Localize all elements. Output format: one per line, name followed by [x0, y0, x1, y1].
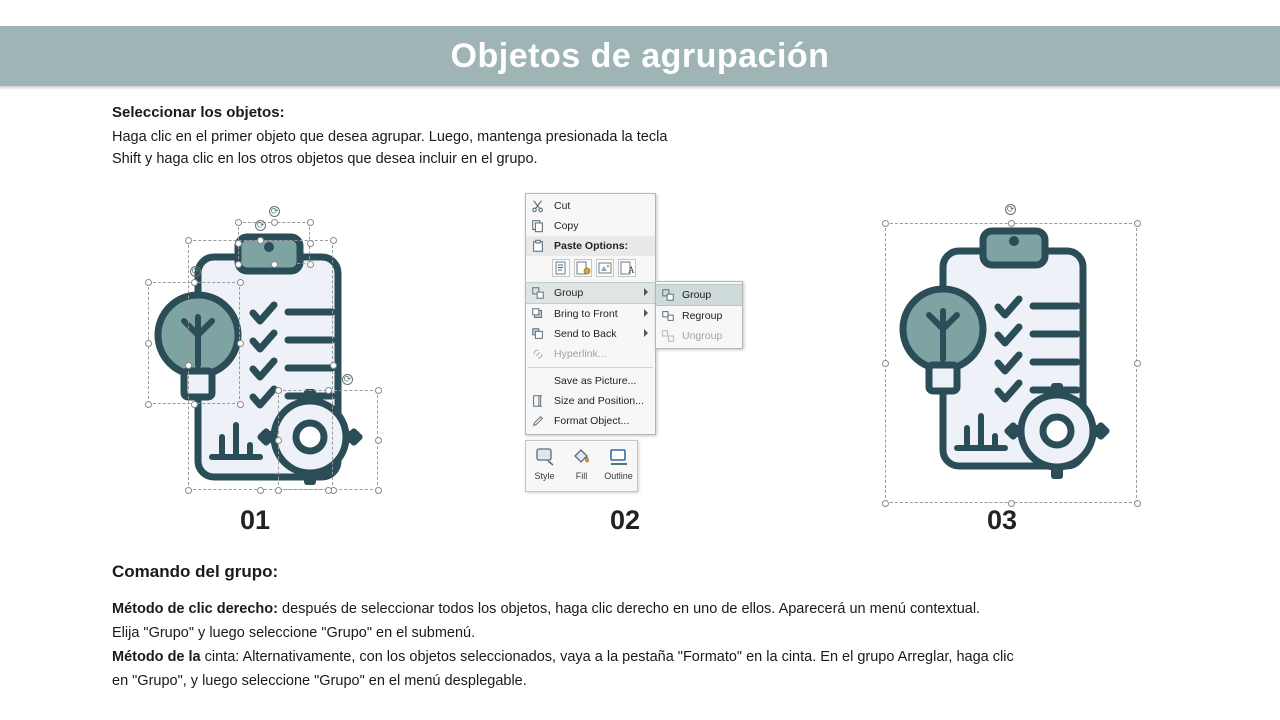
page-title: Objetos de agrupación — [450, 36, 830, 75]
mini-toolbar-label: Outline — [604, 471, 633, 481]
bottom-title: Comando del grupo: — [112, 562, 279, 581]
chevron-right-icon — [644, 309, 648, 317]
resize-handle[interactable] — [330, 362, 337, 369]
resize-handle[interactable] — [325, 387, 332, 394]
resize-handle[interactable] — [275, 387, 282, 394]
menu-item-bring-to-front[interactable] — [526, 304, 655, 324]
submenu-item-group[interactable] — [656, 284, 742, 306]
chevron-right-icon — [644, 329, 648, 337]
method-right-click-label: Método de clic derecho: — [112, 601, 278, 617]
intro-line-1: Haga clic en el primer objeto que desea agrupar. Luego, mantenga presionada la tecla — [112, 129, 668, 145]
resize-handle[interactable] — [145, 279, 152, 286]
outline-pen-icon — [600, 445, 637, 471]
menu-item-label: Size and Position... — [554, 395, 644, 407]
resize-handle[interactable] — [235, 261, 242, 268]
menu-item-hyperlink — [526, 344, 655, 364]
svg-text:A: A — [628, 265, 635, 275]
mini-toolbar-outline[interactable] — [600, 441, 637, 491]
resize-handle[interactable] — [375, 487, 382, 494]
context-menu[interactable] — [525, 193, 656, 435]
resize-handle[interactable] — [237, 401, 244, 408]
resize-handle[interactable] — [271, 261, 278, 268]
resize-handle[interactable] — [307, 219, 314, 226]
resize-handle[interactable] — [882, 360, 889, 367]
menu-item-label: Send to Back — [554, 328, 617, 340]
resize-handle[interactable] — [1134, 500, 1141, 507]
mini-toolbar-fill[interactable] — [563, 441, 600, 491]
resize-handle[interactable] — [1134, 360, 1141, 367]
resize-handle[interactable] — [307, 240, 314, 247]
format-object-icon — [531, 414, 546, 429]
intro-title: Seleccionar los objetos: — [112, 104, 285, 121]
resize-handle[interactable] — [191, 401, 198, 408]
menu-item-label: Group — [554, 287, 584, 299]
bottom-block — [112, 562, 1182, 694]
send-back-icon — [531, 327, 546, 342]
menu-item-format-object[interactable] — [526, 411, 655, 431]
selection-box-clip — [238, 222, 310, 264]
resize-handle[interactable] — [275, 487, 282, 494]
resize-handle[interactable] — [330, 237, 337, 244]
bring-front-icon — [531, 307, 546, 322]
figure-grouped-object — [880, 198, 1140, 508]
menu-item-label: Hyperlink... — [554, 348, 607, 360]
menu-item-send-to-back[interactable] — [526, 324, 655, 344]
chevron-right-icon — [644, 288, 648, 296]
mini-toolbar-style[interactable] — [526, 441, 563, 491]
resize-handle[interactable] — [275, 437, 282, 444]
paste-option-keep-text-icon[interactable] — [618, 259, 636, 277]
menu-item-size-and-position[interactable] — [526, 391, 655, 411]
selection-box-group — [885, 223, 1137, 503]
resize-handle[interactable] — [307, 261, 314, 268]
resize-handle[interactable] — [237, 340, 244, 347]
intro-block — [112, 103, 1012, 170]
header-shadow — [0, 86, 1280, 90]
bottom-paragraph-1 — [112, 598, 1182, 620]
rotate-handle-clip[interactable]: ⟳ — [270, 206, 279, 216]
size-position-icon — [531, 394, 546, 409]
rotate-handle-bulb[interactable]: ⟳ — [191, 266, 200, 276]
link-icon — [531, 347, 546, 362]
fill-bucket-icon — [563, 445, 600, 471]
resize-handle[interactable] — [235, 240, 242, 247]
resize-handle[interactable] — [375, 437, 382, 444]
resize-handle[interactable] — [145, 401, 152, 408]
menu-item-group[interactable] — [526, 282, 655, 304]
selection-box-gear — [278, 390, 378, 490]
menu-item-cut[interactable] — [526, 196, 655, 216]
bottom-paragraph-2 — [112, 646, 1182, 668]
rotate-handle-group[interactable]: ⟳ — [1006, 204, 1015, 214]
resize-handle[interactable] — [882, 220, 889, 227]
paste-option-picture-icon[interactable] — [596, 259, 614, 277]
resize-handle[interactable] — [375, 387, 382, 394]
paste-options-row[interactable] — [526, 256, 655, 282]
paste-option-destination-theme-icon[interactable] — [574, 259, 592, 277]
resize-handle[interactable] — [237, 279, 244, 286]
menu-item-label: Copy — [554, 220, 579, 232]
menu-item-copy[interactable] — [526, 216, 655, 236]
mini-toolbar-label: Style — [534, 471, 555, 481]
method-ribbon-label: Método de la — [112, 649, 201, 665]
resize-handle[interactable] — [325, 487, 332, 494]
figure-caption-03: 03 — [986, 505, 1018, 535]
resize-handle[interactable] — [185, 487, 192, 494]
menu-separator — [528, 367, 653, 368]
bottom-paragraph-1-line2: Elija "Grupo" y luego seleccione "Grupo" en el submenú. — [112, 625, 476, 641]
mini-toolbar-label: Fill — [575, 471, 588, 481]
resize-handle[interactable] — [1008, 220, 1015, 227]
submenu-item-label: Regroup — [682, 310, 723, 322]
resize-handle[interactable] — [271, 219, 278, 226]
selection-box-bulb — [148, 282, 240, 404]
resize-handle[interactable] — [191, 279, 198, 286]
figure-caption-01: 01 — [239, 505, 271, 535]
copy-icon — [531, 219, 546, 234]
menu-item-paste-options — [526, 236, 655, 256]
menu-item-label: Save as Picture... — [554, 375, 637, 387]
figure-caption-02: 02 — [609, 505, 641, 535]
resize-handle[interactable] — [185, 362, 192, 369]
resize-handle[interactable] — [1134, 220, 1141, 227]
resize-handle[interactable] — [882, 500, 889, 507]
figure-selected-objects — [130, 190, 390, 510]
submenu-item-label: Group — [682, 289, 712, 301]
menu-item-label: Paste Options: — [554, 240, 629, 252]
scissors-icon — [531, 199, 546, 214]
regroup-icon — [661, 309, 676, 324]
mini-toolbar[interactable] — [525, 440, 638, 492]
group-icon — [531, 286, 546, 301]
resize-handle[interactable] — [235, 219, 242, 226]
submenu-item-ungroup — [656, 326, 742, 346]
resize-handle[interactable] — [257, 237, 264, 244]
resize-handle[interactable] — [145, 340, 152, 347]
paste-icon — [531, 239, 546, 254]
ungroup-icon — [661, 329, 676, 344]
rotate-handle-gear[interactable]: ⟳ — [343, 374, 352, 384]
method-right-click-text: después de seleccionar todos los objetos, haga clic derecho en uno de ellos. Aparecerá un menú contextual. — [277, 601, 981, 617]
menu-item-label: Cut — [554, 200, 571, 212]
rotate-handle-paper[interactable]: ⟳ — [256, 220, 265, 230]
method-ribbon-text: cinta: Alternativamente, con los objetos seleccionados, vaya a la pestaña "Formato" en la cinta. En el grupo Arreglar, haga clic — [200, 649, 1014, 665]
menu-item-label: Format Object... — [554, 415, 630, 427]
submenu-item-regroup[interactable] — [656, 306, 742, 326]
group-icon — [661, 288, 676, 303]
bottom-paragraph-2-line2: en "Grupo", y luego seleccione "Grupo" en el menú desplegable. — [112, 673, 527, 689]
title-band — [0, 26, 1280, 86]
resize-handle[interactable] — [257, 487, 264, 494]
menu-item-label: Bring to Front — [554, 308, 618, 320]
style-icon — [526, 445, 563, 471]
paste-option-keep-source-icon[interactable] — [552, 259, 570, 277]
intro-line-2: Shift y haga clic en los otros objetos que desea incluir en el grupo. — [112, 150, 538, 167]
menu-item-save-as-picture[interactable] — [526, 371, 655, 391]
resize-handle[interactable] — [185, 237, 192, 244]
group-submenu[interactable] — [655, 281, 743, 349]
submenu-item-label: Ungroup — [682, 330, 723, 342]
